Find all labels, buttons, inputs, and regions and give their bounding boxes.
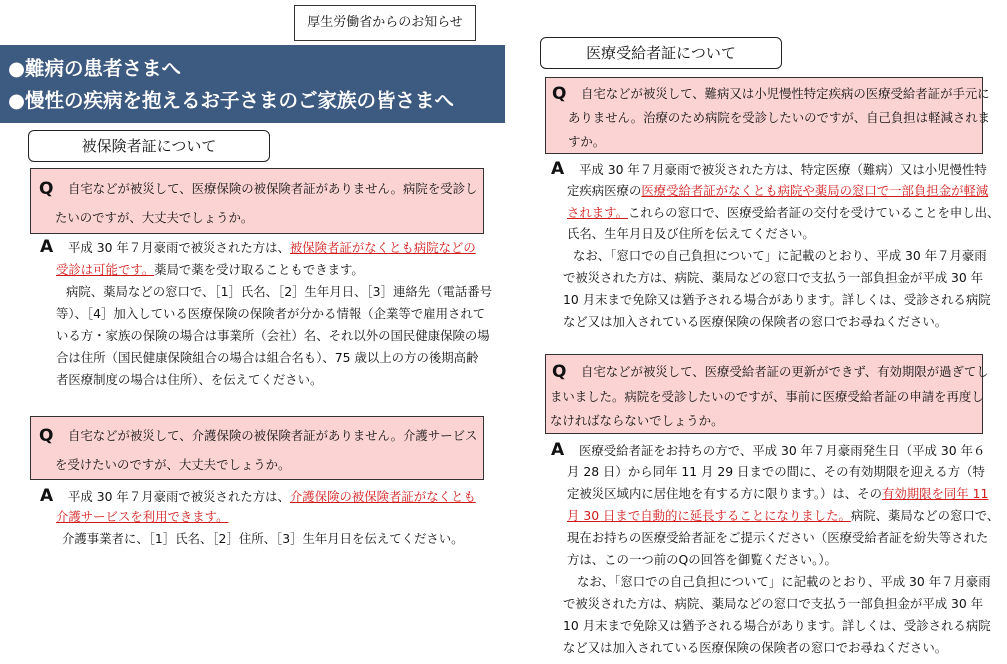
q-mark: Q [552,84,567,104]
right-a1-line-4: 氏名、生年月日及び住所を伝えてください。 [567,226,815,241]
left-q2-line-1: 自宅などが被災して、介護保険の被保険者証がありません。介護サービス [68,428,478,443]
right-section-title [540,37,782,69]
left-q2-line-2: を受けたいのですが、大丈夫でしょうか。 [55,457,291,472]
right-a2-line-5: 現在お持ちの医療受給者証をご提示ください（医療受給者証を紛失等された [567,530,989,545]
left-a2-line-2 [56,509,228,525]
highlight-text: 医療受給者証がなくとも病院や薬局の窓口で一部負担金が軽減 [641,183,989,198]
left-section-title-text: 被保険者証について [81,137,217,155]
right-a1-line-3 [567,205,999,221]
left-q2-box [30,416,484,480]
right-a2 [551,440,1000,659]
left-a1-line-2 [56,262,364,278]
highlight-text: 受診は可能です。 [56,262,155,277]
q-mark: Q [39,179,54,199]
text: これらの窓口で、医療受給者証の交付を受けていることを申し出、 [627,205,1000,220]
left-a1-line-3: 病院、薬局などの窓口で、［1］氏名、［2］生年月日、［3］連絡先（電話番号 [66,284,493,299]
right-a2-line-7: なお、「窓口での自己負担について」に記載のとおり、平成 30 年７月豪雨 [577,574,991,589]
right-a2-line-1: 医療受給者証をお持ちの方で、平成 30 年７月豪雨発生日（平成 30 年６ [579,443,986,458]
right-a1-line-1: 平成 30 年７月豪雨で被災された方は、特定医療（難病）又は小児慢性特 [579,162,987,177]
left-a2-line-3: 介護事業者に、［1］氏名、［2］住所、［3］生年月日を伝えてください。 [62,531,464,546]
right-q1-line-3: すか。 [568,134,606,149]
left-a1-line-6: 合は住所（国民健康保険組合の場合は組合名も）、75 歳以上の方の後期高齢 [56,350,479,365]
title-banner [0,45,505,123]
text: 薬局で薬を受け取ることもできます。 [154,262,364,277]
right-a2-line-9: 10 月末まで免除又は猶予される場合があります。詳しくは、受診される病院 [563,618,991,633]
right-a2-line-10: など又は加入されている医療保険の保険者の窓口でお尋ねください。 [563,640,948,655]
left-a1-line-7: 者医療制度の場合は住所）、を伝えてください。 [56,372,323,387]
right-a1-line-8: など又は加入されている医療保険の保険者の窓口でお尋ねください。 [563,314,948,329]
text: 平成 30 年７月豪雨で被災された方は、 [68,489,290,504]
left-a2-line-1 [68,489,476,505]
a-mark: A [40,486,54,506]
right-a1-line-7: 10 月末まで免除又は猶予される場合があります。詳しくは、受診される病院 [563,292,991,307]
right-a1-line-5: なお、「窓口での自己負担について」に記載のとおり、平成 30 年７月豪雨 [573,248,987,263]
left-q1-box [30,168,484,234]
highlight-text: されます。 [567,205,628,220]
right-a2-line-2: 月 28 日）から同年 11 月 29 日までの間に、その有効期限を迎える方（特 [567,464,985,479]
right-q2-line-2: まいました。病院を受診したいのですが、事前に医療受給者証の申請を再度し [550,389,984,404]
q-mark: Q [552,362,567,382]
a-mark: A [551,159,565,179]
text: 定被災区域内に居住地を有する方に限ります。）は、その [567,486,882,501]
a-mark: A [40,237,54,257]
highlight-text: 介護保険の被保険者証がなくとも [289,489,476,504]
left-a1 [40,237,493,388]
left-q1-line-1: 自宅などが被災して、医療保険の被保険者証がありません。病院を受診し [68,181,478,196]
banner-line-1: ●難病の患者さまへ [8,57,182,80]
left-a1-line-1 [68,240,476,256]
left-a1-line-4: 等）、［4］加入している医療保険の保険者が分かる情報（企業等で雇用されて [56,306,486,321]
text: 平成 30 年７月豪雨で被災された方は、 [68,240,290,255]
right-a1-line-2 [567,183,988,199]
left-a1-line-5: いる方・家族の保険の場合は事業所（会社）名、それ以外の国民健康保険の場 [56,328,490,343]
highlight-text: 有効期限を同年 11 [881,486,989,501]
text: 病院、薬局などの窓口で、 [850,508,1000,523]
right-a2-line-8: で被災された方は、病院、薬局などの窓口で支払う一部負担金が平成 30 年 [563,596,984,611]
right-a1-line-6: で被災された方は、病院、薬局などの窓口で支払う一部負担金が平成 30 年 [563,270,984,285]
text: 定疾病医療の [567,183,642,198]
left-a2 [40,487,490,547]
a-mark: A [551,440,565,460]
right-q1-box [545,77,991,154]
right-a2-line-6: 方は、この一つ前のQの回答を御覧ください。）。 [567,552,837,567]
notice-box [294,5,476,41]
right-q2-box [545,354,989,434]
right-q2-line-1: 自宅などが被災して、医療受給者証の更新ができず、有効期限が過ぎてし [581,364,989,379]
q-mark: Q [39,426,54,446]
right-section-title-text: 医療受給者証について [586,44,736,62]
right-q1-line-1: 自宅などが被災して、難病又は小児慢性特定疾病の医療受給者証が手元に [581,86,990,101]
right-q1-line-2: ありません。治療のため病院を受診したいのですが、自己負担は軽減されま [568,110,991,125]
right-q2-line-3: なければならないでしょうか。 [550,413,724,428]
highlight-text: 介護サービスを利用できます。 [56,509,229,524]
notice-text: 厚生労働省からのお知らせ [307,15,463,30]
right-a1 [551,159,1000,335]
right-a2-line-3 [567,486,988,502]
left-section-title [28,130,270,162]
highlight-text: 月 30 日まで自動的に延長することになりました。 [567,508,851,523]
banner-line-2: ●慢性の疾病を抱えるお子さまのご家族の皆さまへ [8,89,455,112]
right-a2-line-4 [567,508,999,524]
highlight-text: 被保険者証がなくとも病院などの [289,240,476,255]
left-q1-line-2: たいのですが、大丈夫でしょうか。 [55,210,254,225]
